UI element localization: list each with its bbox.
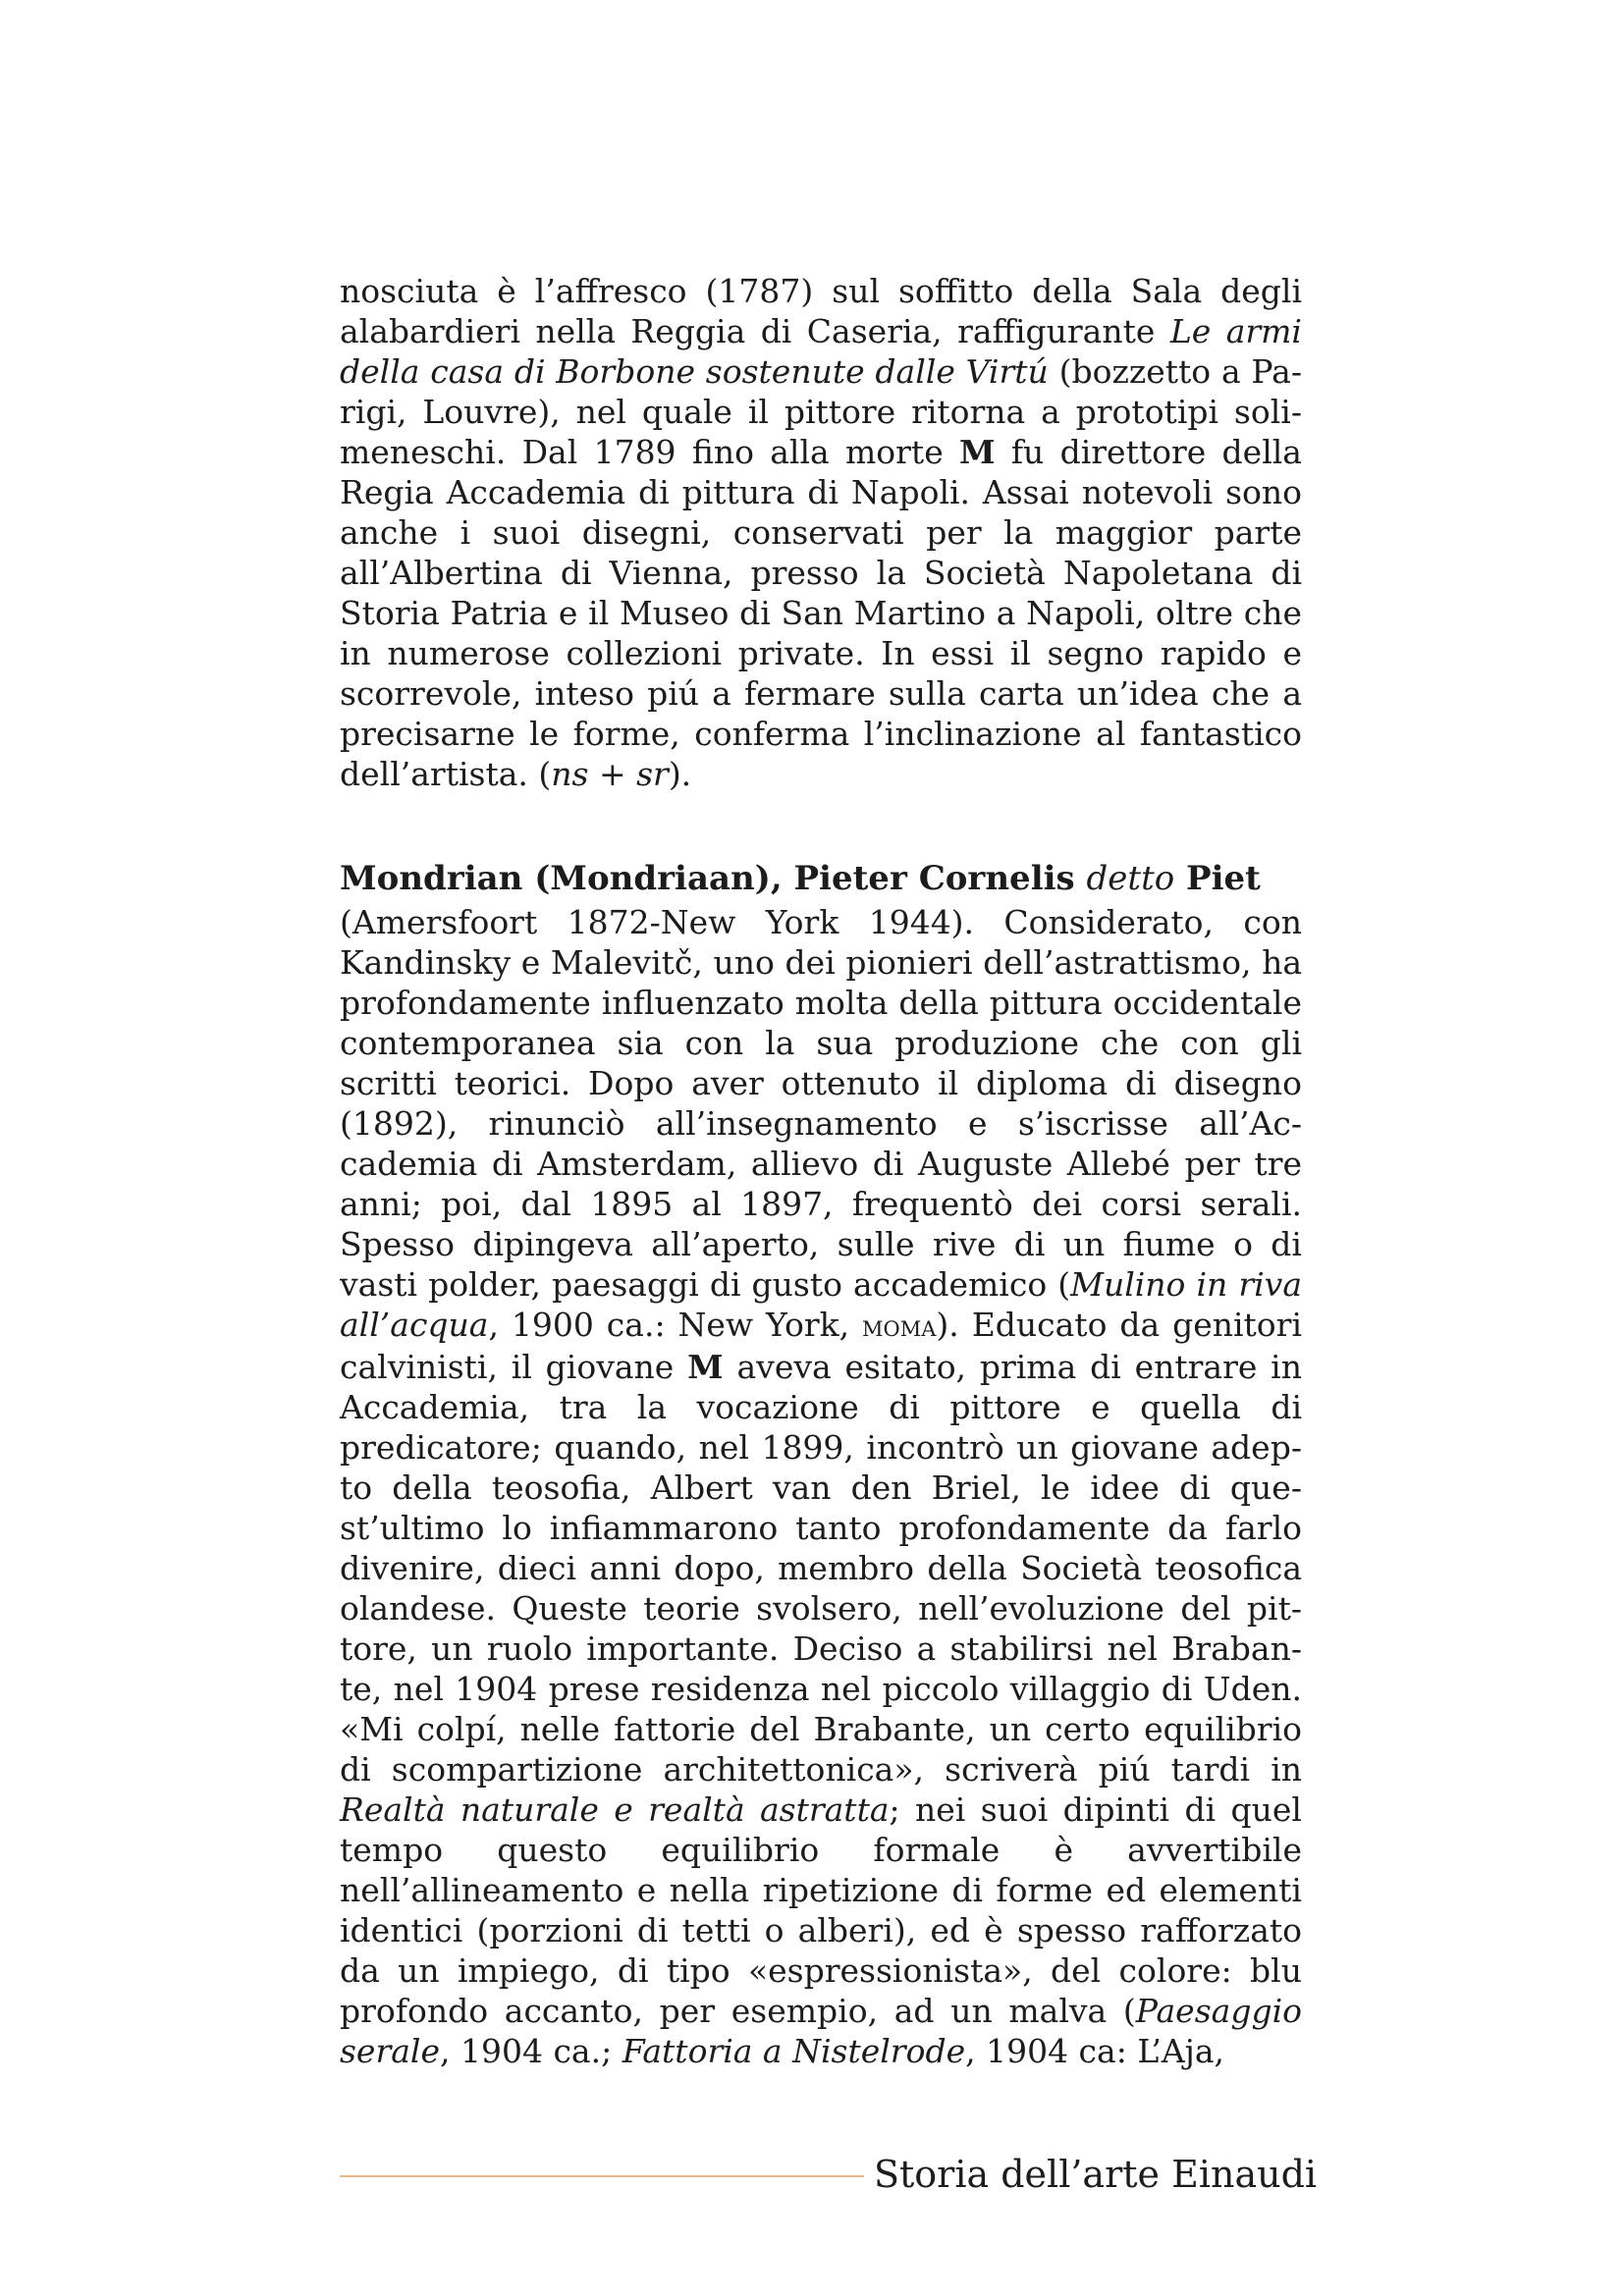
text-column xyxy=(340,271,1302,2071)
text-segment: , 1904 ca: L’Aja, xyxy=(965,2032,1225,2070)
text-segment: , 1904 ca.; xyxy=(440,2032,622,2070)
entry-name: Mondrian (Mondriaan), Pieter Cornelis xyxy=(340,859,1087,898)
text-segment: ). xyxy=(668,755,692,793)
text-segment: ). Educato da genitori calvinisti, il giovane xyxy=(340,1306,1302,1386)
museum-abbreviation: moma xyxy=(862,1309,937,1344)
text-segment: ; nei suoi dipinti di quel tempo questo equilibrio formale è avvertibile nell’allineamento e nella ripetizione di forme ed elementi identici (porzioni di tetti o alberi), ed è spesso rafforzato da un impiego, di tipo «espressionista», del colore: blu profondo accanto, per esempio, ad un malva ( xyxy=(340,1790,1302,2030)
text-segment: + xyxy=(588,755,637,793)
footer-title: Storia dell’arte Einaudi xyxy=(874,2153,1318,2196)
continuation-paragraph xyxy=(340,271,1302,794)
artwork-title: Fattoria a Nistelrode xyxy=(622,2032,966,2070)
author-initials: sr xyxy=(636,755,669,793)
author-initials: ns xyxy=(551,755,589,793)
subject-initial: M xyxy=(959,433,996,471)
text-segment: , 1900 ca.: New York, xyxy=(488,1306,863,1344)
artwork-title: Le armi della casa di Borbone sostenute dalle Virtú xyxy=(340,312,1302,391)
artwork-title: Mulino in riva all’acqua xyxy=(340,1265,1302,1344)
text-segment: (Amersfoort 1872-New York 1944). Considerato, con Kandinsky e Malevitč, uno dei pionieri dell’astrattismo, ha profondamente influenzato molta della pittura occidentale contemporanea sia con la sua produzione che con gli scritti teorici. Dopo aver ottenuto il diploma di disegno (1892), rinunciò all’insegnamento e s’iscrisse all’Accademia di Amsterdam, allievo di Auguste Allebé per tre anni; poi, dal 1895 al 1897, frequentò dei corsi serali. Spesso dipingeva all’aperto, sulle rive di un fiume o di vasti polder, paesaggi di gusto accademico ( xyxy=(340,903,1302,1304)
entry-nickname: Piet xyxy=(1174,859,1261,898)
text-segment: nosciuta è l’affresco (1787) sul soffitto della Sala degli alabardieri nella Reggia di Caseria, raffigurante xyxy=(340,272,1302,350)
text-segment: fu direttore della Regia Accademia di pittura di Napoli. Assai notevoli sono anche i suoi disegni, conservati per la maggior parte all’Albertina di Vienna, presso la Società Napoletana di Storia Patria e il Museo di San Martino a Napoli, oltre che in numerose collezioni private. In essi il segno rapido e scorrevole, inteso piú a fermare sulla carta un’idea che a precisarne le forme, conferma l’inclinazione al fantastico dell’artista. ( xyxy=(340,433,1302,793)
text-segment: aveva esitato, prima di entrare in Accademia, tra la vocazione di pittore e quella di predicatore; quando, nel 1899, incontrò un giovane adepto della teosofia, Albert van den Briel, le idee di quest’ultimo lo infiammarono tanto profondamente da farlo divenire, dieci anni dopo, membro della Società teosofica olandese. Queste teorie svolsero, nell’evoluzione del pittore, un ruolo importante. Deciso a stabilirsi nel Brabante, nel 1904 prese residenza nel piccolo villaggio di Uden. «Mi colpí, nelle fattorie del Brabante, un certo equilibrio di scompartizione architettonica», scriverà piú tardi in xyxy=(340,1348,1302,1789)
entry-heading xyxy=(340,857,1302,900)
footer-rule xyxy=(340,2175,864,2177)
text-segment: (bozzetto a Parigi, Louvre), nel quale il pittore ritorna a prototipi solimeneschi. Dal 1789 fino alla morte xyxy=(340,352,1302,471)
entry-body xyxy=(340,902,1302,2071)
subject-initial: M xyxy=(687,1348,724,1386)
entry-detto: detto xyxy=(1086,859,1175,898)
book-title: Realtà naturale e realtà astratta xyxy=(340,1790,890,1829)
artwork-title: Paesaggio serale xyxy=(340,1992,1302,2070)
